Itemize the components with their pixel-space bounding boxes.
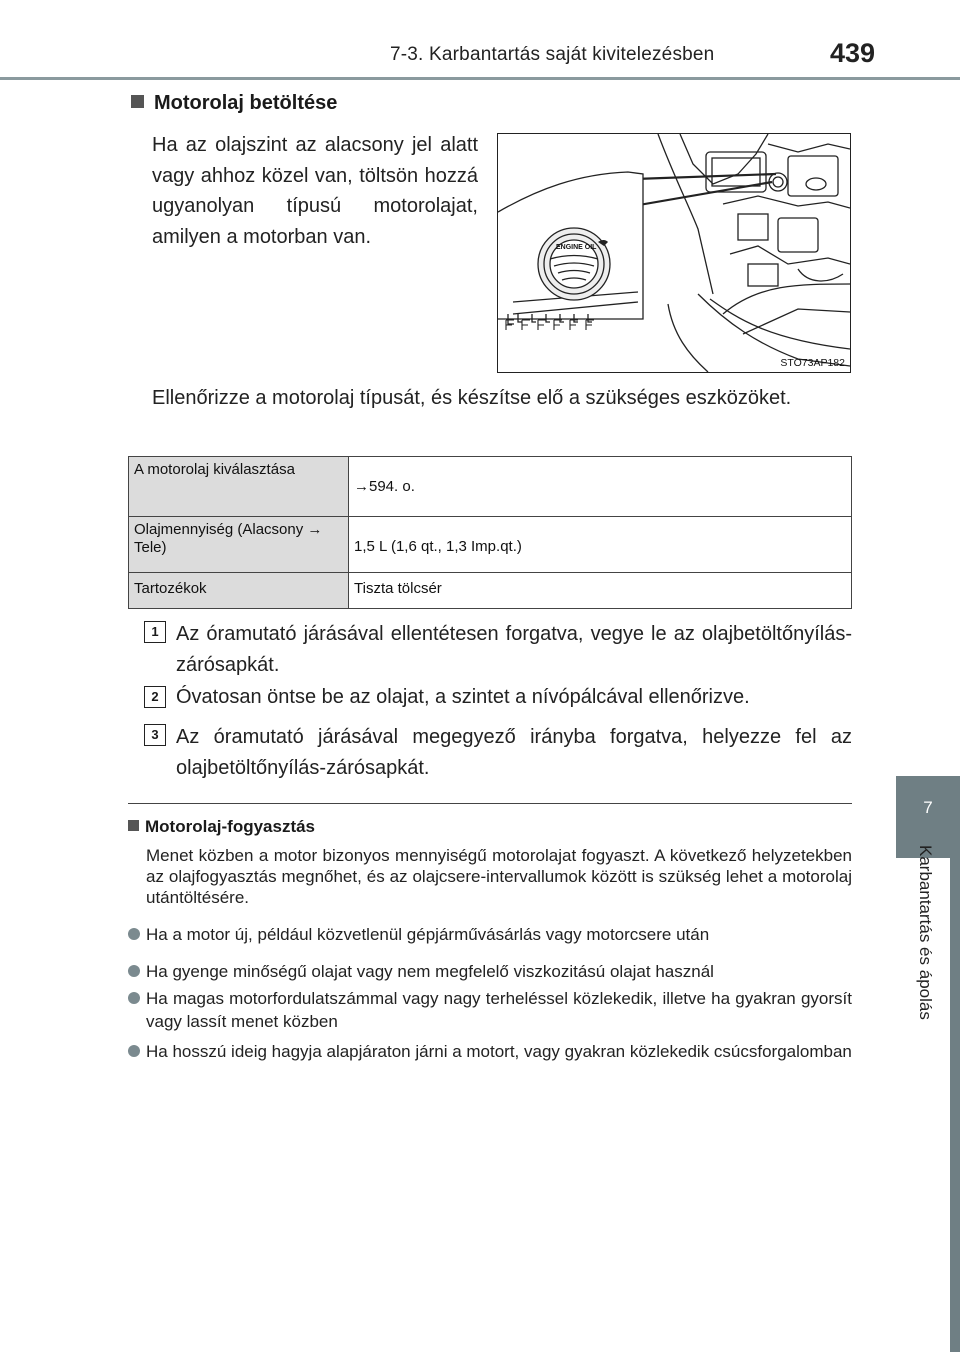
step-number-1: 1 — [144, 621, 166, 643]
section-heading-oil-fill — [131, 92, 337, 115]
chapter-number: 7 — [923, 798, 933, 817]
section-divider — [128, 803, 852, 804]
bullet-dot-icon — [128, 992, 140, 1004]
cap-label: ENGINE OIL — [556, 244, 597, 251]
table-cell-value: →594. o. — [349, 457, 852, 517]
list-item-text: Ha hosszú ideig hagyja alapjáraton járni a motort, vagy gyakran közlekedik csúcsforgalomban — [146, 1042, 852, 1061]
oil-info-table — [128, 456, 852, 609]
page-number: 439 — [830, 38, 876, 68]
section-title: 7-3. Karbantartás saját kivitelezésben — [390, 44, 715, 65]
square-bullet-icon — [131, 95, 144, 108]
consumption-paragraph: Menet közben a motor bizonyos mennyiségű motorolajat fogyaszt. A következő helyzetekben az olajfogyasztás megnőhet, és az olajcsere-intervallumok között is szükség lehet a motorolaj utántöltésére. — [146, 846, 852, 907]
oil-cap-illustration — [497, 133, 851, 373]
list-item — [128, 923, 852, 946]
table-row — [129, 573, 852, 609]
table-cell-label: Olajmennyiség (Alacsony → Tele) — [129, 517, 349, 573]
section-heading-oil-consumption — [128, 817, 315, 837]
table-cell-value: Tiszta tölcsér — [349, 573, 852, 609]
list-item-text: Ha a motor új, például közvetlenül gépjárművásárlás vagy motorcsere után — [146, 925, 710, 944]
engine-bay-drawing — [498, 134, 850, 372]
table-cell-label: A motorolaj kiválasztása — [129, 457, 349, 517]
section-heading-text: Motorolaj-fogyasztás — [145, 817, 316, 836]
check-paragraph: Ellenőrizze a motorolaj típusát, és készítse elő a szükséges eszközöket. — [152, 387, 792, 409]
figure-code: STO73AP182 — [780, 357, 845, 369]
step-text-3: Az óramutató járásával megegyező irányba forgatva, helyezze fel az olajbetöltőnyílás-zárósapkát. — [176, 726, 852, 779]
list-item — [128, 987, 852, 1033]
list-item-text: Ha magas motorfordulatszámmal vagy nagy terheléssel közlekedik, illetve ha gyakran gyorsít vagy lassít menet közben — [146, 989, 852, 1031]
table-cell-label: Tartozékok — [129, 573, 349, 609]
step-text-2: Óvatosan öntse be az olajat, a szintet a nívópálcával ellenőrizve. — [176, 686, 750, 708]
list-item-text: Ha gyenge minőségű olajat vagy nem megfelelő viszkozitású olajat használ — [146, 962, 714, 981]
header-rule — [0, 77, 960, 80]
step-number-3: 3 — [144, 724, 166, 746]
bullet-dot-icon — [128, 1045, 140, 1057]
list-item — [128, 960, 852, 983]
table-cell-value: 1,5 L (1,6 qt., 1,3 Imp.qt.) — [349, 517, 852, 573]
square-bullet-icon — [128, 820, 139, 831]
chapter-label: Karbantartás és ápolás — [916, 845, 935, 1020]
table-row — [129, 517, 852, 573]
chapter-side-bar — [950, 858, 960, 1352]
table-row — [129, 457, 852, 517]
section-heading-text: Motorolaj betöltése — [154, 92, 338, 114]
step-number-2: 2 — [144, 686, 166, 708]
step-text-1: Az óramutató járásával ellentétesen forgatva, vegye le az olajbetöltőnyílás-zárósapkát. — [176, 623, 852, 676]
bullet-dot-icon — [128, 928, 140, 940]
bullet-dot-icon — [128, 965, 140, 977]
intro-paragraph: Ha az olajszint az alacsony jel alatt vagy ahhoz közel van, töltsön hozzá ugyanolyan típusú motorolajat, amilyen a motorban van. — [152, 134, 478, 248]
list-item — [128, 1040, 852, 1063]
